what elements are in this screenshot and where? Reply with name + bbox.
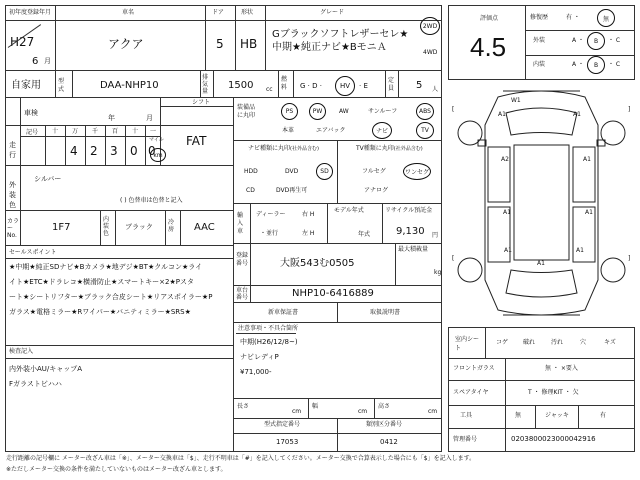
shape-label: 形状 bbox=[241, 9, 254, 16]
tools-label: 工具 bbox=[460, 412, 473, 419]
mileage-label: 走行 bbox=[9, 141, 16, 159]
interior-eval-b-circle: B bbox=[587, 56, 605, 74]
seat-opt-2: 汚れ bbox=[551, 339, 564, 346]
category-value: 0412 bbox=[380, 438, 398, 446]
fuel-options: G · D · bbox=[300, 82, 322, 90]
doors-label: ドア bbox=[212, 9, 224, 16]
mark-a1-right-rear: A1 bbox=[585, 209, 593, 216]
car-name-value: アクア bbox=[108, 37, 144, 51]
tv-oneseg: ワンセグ bbox=[403, 163, 431, 180]
displacement-value: 1500 bbox=[228, 80, 254, 91]
notes-line-0: 中期(H26/12/8~) bbox=[240, 338, 298, 346]
drive-2wd-circle: 2WD bbox=[420, 17, 440, 35]
mileage-unit-0: 十 bbox=[52, 128, 59, 135]
fuel-rest: · E bbox=[359, 82, 368, 90]
mileage-unit-4: 十 bbox=[132, 128, 139, 135]
mileage-unit-5: 一 bbox=[150, 128, 157, 135]
svg-text:]: ] bbox=[628, 255, 631, 262]
evaluation-score: 4.5 bbox=[470, 32, 507, 62]
footer-line-1: 走行距離の記号欄に メーター改ざん車は「※」、メーター交換車は「$」、走行不明車は「#」を記入してください。メーター交換で合算表示した場合にも「$」を記入します。 bbox=[6, 455, 476, 462]
svg-text:[: [ bbox=[452, 255, 455, 262]
spare-label: スペアタイヤ bbox=[453, 389, 489, 396]
exterior-eval-a: A ・ bbox=[572, 37, 585, 44]
navi-cd: CD bbox=[246, 187, 255, 194]
mark-w1-front: W1 bbox=[511, 97, 521, 104]
car-damage-diagram bbox=[448, 85, 635, 320]
glass-label: フロントガラス bbox=[453, 365, 495, 372]
ac-label: 冷房 bbox=[168, 219, 175, 233]
mileage-unit-2: 千 bbox=[92, 128, 99, 135]
navi-label: ナビ種類に丸印(社外品含む) bbox=[248, 145, 319, 152]
mileage-digit-2: 3 bbox=[110, 144, 118, 158]
seat-label: 室内シート bbox=[455, 336, 480, 352]
exterior-value: シルバー bbox=[34, 175, 62, 183]
interior-eval-c: ・ C bbox=[608, 61, 621, 68]
equip-sunroof: サンルーフ bbox=[368, 108, 398, 115]
equip-airbag: エアバック bbox=[316, 127, 346, 134]
chassis-label: 車台番号 bbox=[236, 287, 249, 301]
tv-fullseg: フルセグ bbox=[362, 168, 386, 175]
km-circle: km bbox=[150, 148, 166, 162]
reg-year-label: 初年度登録年月 bbox=[9, 9, 52, 16]
equip-pw: PW bbox=[309, 103, 326, 120]
repair-label: 修復歴 bbox=[530, 14, 549, 21]
inspector-note-line-0: 内外装小AU/キャップA bbox=[9, 365, 83, 373]
mark-a2-left: A2 bbox=[501, 156, 509, 163]
inspector-note-line-1: Fガラストビハハ bbox=[9, 380, 62, 388]
sales-point-line-1: イト★ETC★ドラレコ★横滑防止★スマートキー×2★Pスタ bbox=[9, 278, 194, 286]
mileage-unit-3: 百 bbox=[112, 128, 119, 135]
exterior-eval-label: 外装 bbox=[533, 37, 546, 44]
sales-point-label: セールスポイント bbox=[9, 249, 57, 256]
mileage-digit-3: 0 bbox=[130, 144, 138, 158]
mile-label: マイル bbox=[149, 137, 164, 143]
exterior-label: 外装色 bbox=[9, 181, 16, 209]
reg-year-value: H27 bbox=[10, 35, 35, 49]
exterior-note: ( ) 色替車は色替と記入 bbox=[120, 197, 183, 204]
max-load-kg: kg bbox=[434, 269, 442, 276]
inspector-note-label: 検査記入 bbox=[9, 348, 34, 355]
import-left: 左 H bbox=[302, 230, 315, 237]
seat-opt-1: 破れ bbox=[523, 339, 536, 346]
exterior-eval-c: ・ C bbox=[608, 37, 621, 44]
tv-analog: アナログ bbox=[364, 187, 389, 194]
month-unit: 月 bbox=[44, 57, 51, 65]
seat-opt-4: キズ bbox=[604, 339, 616, 346]
model-year-label: モデル年式 bbox=[334, 207, 364, 214]
shift-label: シフト bbox=[192, 99, 211, 106]
import-parallel: ・並行 bbox=[260, 230, 279, 237]
width-cm: cm bbox=[358, 408, 368, 415]
sales-point-line-2: ート★シートリフター★ブラック合皮シート★リアスポイラー★P bbox=[9, 293, 213, 301]
grade-value: Gブラックソフトレザーセレ★中期★純正ナビ★BモニＡ bbox=[272, 29, 409, 53]
displacement-label: 排気量 bbox=[202, 74, 209, 95]
recycle-unit: 円 bbox=[432, 232, 439, 239]
fuel-label: 燃料 bbox=[281, 76, 288, 91]
svg-text:[: [ bbox=[452, 106, 455, 113]
import-right: 右 H bbox=[302, 211, 315, 218]
inspection-label: 車検 bbox=[24, 109, 38, 117]
model-value: DAA-NHP10 bbox=[100, 80, 159, 91]
navi-sd: SD bbox=[316, 163, 333, 180]
length-label: 長さ bbox=[237, 403, 250, 410]
category-label: 類別区分番号 bbox=[366, 421, 403, 428]
seat-opt-0: コゲ bbox=[496, 339, 509, 346]
navi-dvd-play: DVD再生可 bbox=[276, 187, 308, 194]
equip-navi: ナビ bbox=[372, 122, 392, 139]
height-cm: cm bbox=[428, 408, 438, 415]
capacity-value: 5 bbox=[416, 80, 423, 91]
mileage-digit-0: 4 bbox=[70, 144, 78, 158]
mark-a1-left-rear: A1 bbox=[503, 209, 511, 216]
mgmt-label: 管理番号 bbox=[453, 436, 478, 443]
mark-a1-rear-right: A1 bbox=[576, 247, 584, 254]
interior-eval-label: 内装 bbox=[533, 61, 546, 68]
exterior-eval-b-circle: B bbox=[587, 32, 605, 50]
equip-abs: ABS bbox=[416, 103, 434, 120]
reg-month-value: 6 bbox=[32, 56, 39, 67]
evaluation-label: 評価点 bbox=[480, 15, 499, 22]
jack-label: ジャッキ bbox=[545, 412, 569, 419]
ac-value: AAC bbox=[194, 222, 215, 233]
equip-leather: 本革 bbox=[282, 127, 295, 134]
mark-a1-front-left: A1 bbox=[498, 111, 506, 118]
equip-ps: PS bbox=[281, 103, 298, 120]
length-cm: cm bbox=[292, 408, 302, 415]
usage-value: 自家用 bbox=[11, 80, 41, 91]
notes-line-1: ナビレディP bbox=[240, 353, 279, 361]
navi-hdd: HDD bbox=[244, 168, 258, 175]
model-designation-label: 型式指定番号 bbox=[264, 421, 301, 428]
mileage-digit-1: 2 bbox=[90, 144, 98, 158]
fuel-hv-circle: HV bbox=[335, 76, 355, 96]
shape-value: HB bbox=[240, 37, 258, 51]
svg-text:]: ] bbox=[628, 106, 631, 113]
equipment-label: 装備品に丸印 bbox=[237, 104, 256, 119]
import-label: 輸入車 bbox=[237, 212, 244, 235]
model-year-unit: 年式 bbox=[358, 231, 371, 238]
mark-a1-rear: A1 bbox=[537, 260, 545, 267]
notes-line-2: ¥71,000- bbox=[240, 368, 272, 376]
model-label: 型式 bbox=[58, 78, 65, 93]
cc-unit: cc bbox=[266, 86, 273, 93]
warranty-label: 新車保証書 bbox=[268, 309, 299, 316]
spare-options: T ・ 修理KIT ・ 欠 bbox=[528, 389, 579, 396]
mileage-note-label: 記号 bbox=[26, 129, 39, 136]
mark-a1-front-right: A1 bbox=[573, 111, 581, 118]
drive-4wd: 4WD bbox=[423, 49, 438, 56]
tv-label: TV種類に丸印(社外品含む) bbox=[356, 145, 423, 152]
manual-label: 取扱説明書 bbox=[370, 309, 401, 316]
jack-value: 有 bbox=[600, 412, 607, 419]
main-form bbox=[5, 5, 442, 452]
mileage-unit-1: 万 bbox=[72, 128, 79, 135]
mileage-digit-4: 0 bbox=[148, 144, 156, 158]
model-designation-value: 17053 bbox=[276, 438, 299, 446]
mgmt-value: 0203800023000042916 bbox=[511, 435, 596, 443]
equip-tv: TV bbox=[416, 122, 434, 139]
registration-value: 大阪543む0505 bbox=[280, 258, 355, 269]
shift-value: FAT bbox=[186, 134, 207, 148]
recycle-label: リサイクル預託金 bbox=[385, 207, 433, 214]
inspection-year: 年 bbox=[108, 114, 115, 122]
chassis-value: NHP10-6416889 bbox=[292, 288, 374, 299]
sales-point-line-0: ★中期★純正SDナビ★Bカメラ★地デジ★BT★クルコン★ライ bbox=[9, 263, 203, 271]
color-no-label: カラーNo. bbox=[7, 218, 20, 239]
navi-dvd: DVD bbox=[285, 168, 299, 175]
color-no-value: 1F7 bbox=[52, 222, 71, 233]
interior-eval-a: A ・ bbox=[572, 61, 585, 68]
sales-point-line-3: ガラス★電格ミラー★Rワイパー★バニティミラー★SRS★ bbox=[9, 308, 191, 316]
repair-options: 有 ・ bbox=[566, 14, 580, 21]
import-dealer: ディーラー bbox=[256, 211, 286, 218]
tools-value: 無 bbox=[515, 412, 522, 419]
interior-value: ブラック bbox=[125, 223, 153, 231]
grade-label: グレード bbox=[320, 9, 345, 16]
height-label: 高さ bbox=[378, 403, 391, 410]
repair-none-circle: 無 bbox=[597, 9, 615, 27]
interior-label: 内装色 bbox=[103, 216, 110, 237]
max-load-label: 最大積載量 bbox=[398, 246, 429, 253]
equip-aw: AW bbox=[339, 108, 349, 115]
footer-line-2: ※ただしメーター交換の条件を満たしていないものはメーター改ざん車とします。 bbox=[6, 466, 227, 473]
car-diagram-svg bbox=[448, 85, 635, 320]
capacity-label: 定員 bbox=[388, 77, 395, 92]
glass-options: 無 ・ ×要入 bbox=[545, 365, 578, 372]
doors-value: 5 bbox=[216, 37, 224, 51]
recycle-value: 9,130 bbox=[396, 226, 425, 237]
inspection-month: 月 bbox=[146, 114, 153, 122]
seat-opt-3: 穴 bbox=[580, 339, 587, 346]
car-name-label: 車名 bbox=[122, 9, 135, 16]
width-label: 幅 bbox=[312, 403, 319, 410]
capacity-unit: 人 bbox=[432, 86, 439, 93]
notes-label: 注意事項・不具合箇所 bbox=[238, 325, 299, 332]
mark-a1-right: A1 bbox=[583, 156, 591, 163]
registration-label: 登録番号 bbox=[236, 252, 249, 267]
mark-a1-rear-left: A1 bbox=[504, 247, 512, 254]
